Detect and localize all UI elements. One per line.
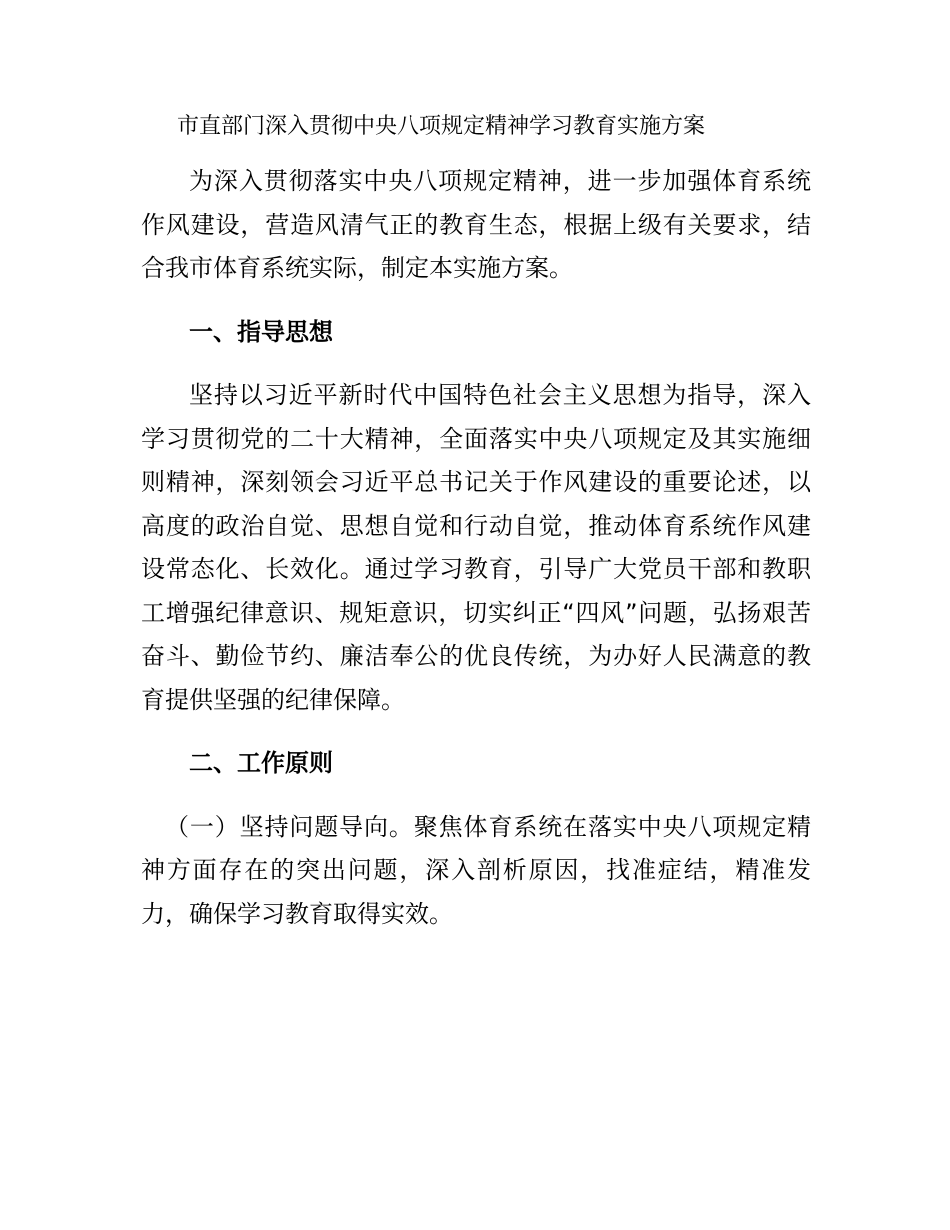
section-body-guiding-ideology: 坚持以习近平新时代中国特色社会主义思想为指导，深入学习贯彻党的二十大精神，全面落实中央八项规定及其实施细则精神，深刻领会习近平总书记关于作风建设的重要论述，以高度的政治自觉、思想自觉和行动自觉，推动体育系统作风建设常态化、长效化。通过学习教育，引导广大党员干部和教职工增强纪律意识、规矩意识，切实纠正“四风”问题，弘扬艰苦奋斗、勤俭节约、廉洁奉公的优良传统，为办好人民满意的教育提供坚强的纪律保障。	[141, 381, 811, 714]
section-heading-work-principles: 二、工作原则	[189, 749, 333, 777]
intro-paragraph: 为深入贯彻落实中央八项规定精神，进一步加强体育系统作风建设，营造风清气正的教育生态，根据上级有关要求，结合我市体育系统实际，制定本实施方案。	[141, 167, 811, 282]
section-body-work-principles: （一）坚持问题导向。聚焦体育系统在落实中央八项规定精神方面存在的突出问题，深入剖析原因，找准症结，精准发力，确保学习教育取得实效。	[141, 812, 811, 928]
document-title: 市直部门深入贯彻中央八项规定精神学习教育实施方案	[177, 114, 706, 139]
document-body	[141, 110, 811, 956]
section-heading-guiding-ideology: 一、指导思想	[189, 317, 333, 346]
